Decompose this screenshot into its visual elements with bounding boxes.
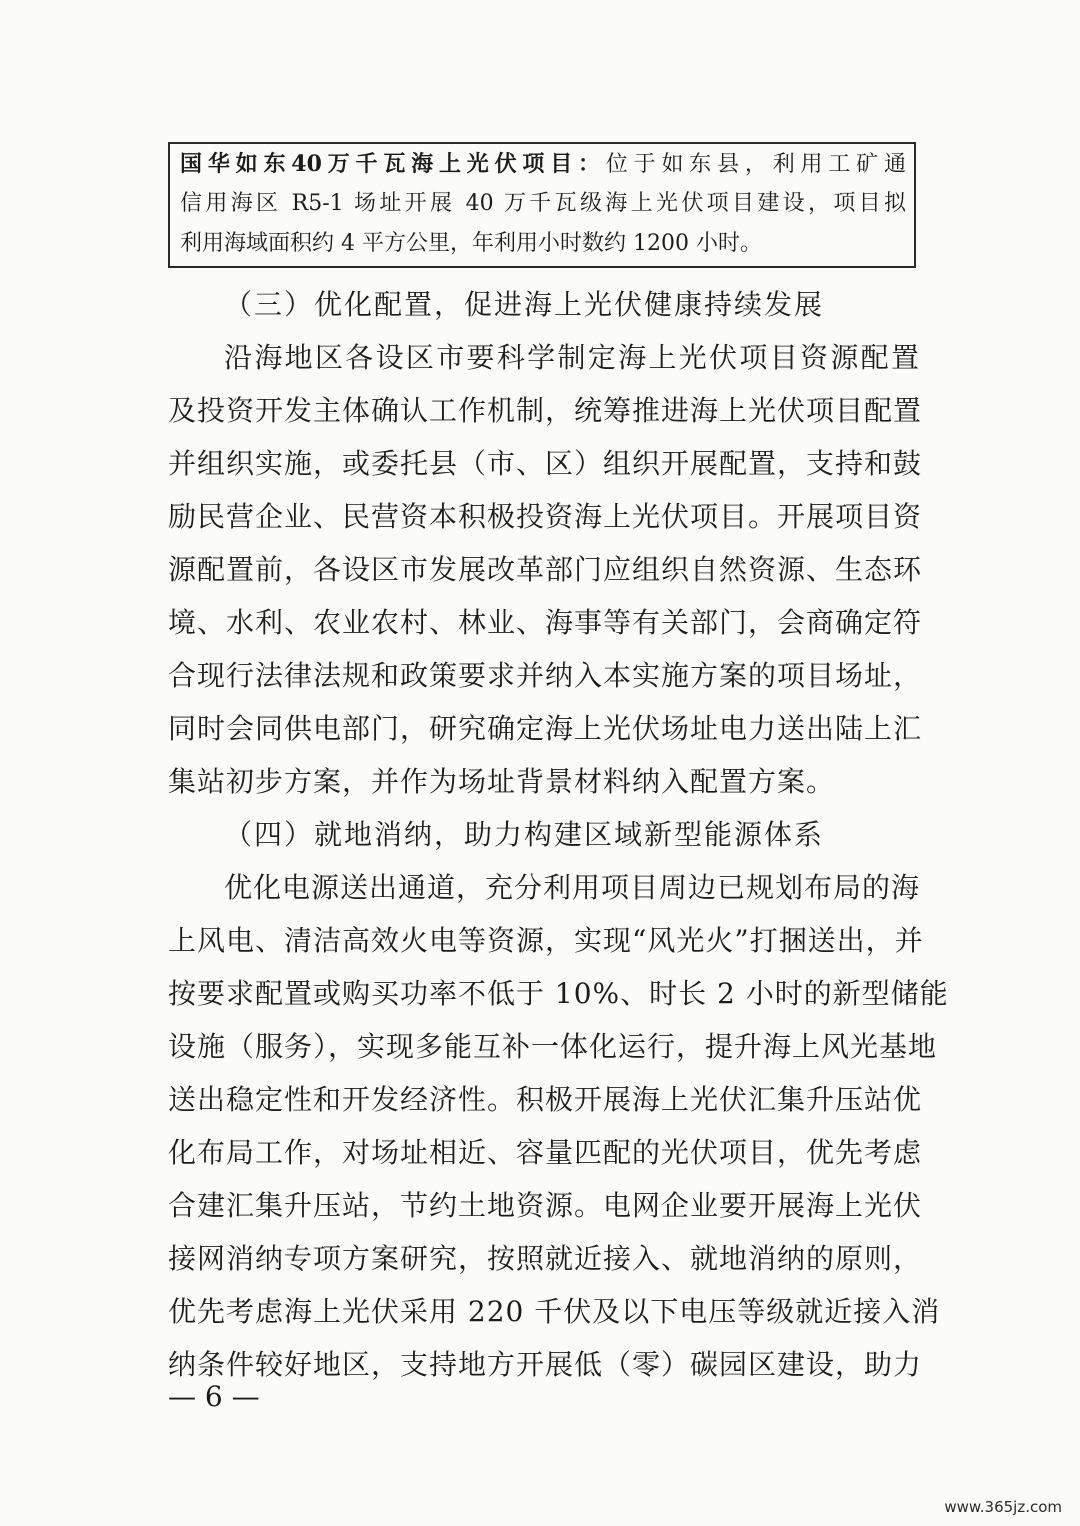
section-3-line: 源配置前，各设区市发展改革部门应组织自然资源、生态环 bbox=[168, 553, 923, 586]
section-4-line: 合建汇集升压站，节约土地资源。电网企业要开展海上光伏 bbox=[168, 1189, 923, 1222]
section-4-line: 按要求配置或购买功率不低于 10%、时长 2 小时的新型储能 bbox=[168, 977, 949, 1010]
section-3-line: 合现行法律法规和政策要求并纳入本实施方案的项目场址， bbox=[168, 659, 923, 692]
project-box-line-2: 信用海区 R5-1 场址开展 40 万千瓦级海上光伏项目建设，项目拟 bbox=[180, 191, 906, 216]
section-4-line: 接网消纳专项方案研究，按照就近接入、就地消纳的原则， bbox=[168, 1242, 923, 1275]
section-3-line: 沿海地区各设区市要科学制定海上光伏项目资源配置 bbox=[224, 341, 920, 374]
page-number: — 6 — bbox=[168, 1380, 260, 1413]
section-3-heading: （三）优化配置，促进海上光伏健康持续发展 bbox=[224, 288, 825, 321]
section-4-line: 上风电、清洁高效火电等资源，实现“风光火”打捆送出，并 bbox=[168, 924, 924, 957]
section-4-heading: （四）就地消纳，助力构建区域新型能源体系 bbox=[224, 818, 825, 851]
project-box-line-3: 利用海域面积约 4 平方公里，年利用小时数约 1200 小时。 bbox=[180, 231, 762, 256]
project-box-lead: 国华如东40万千瓦海上光伏项目： bbox=[180, 151, 606, 177]
section-4-line: 化布局工作，对场址相近、容量匹配的光伏项目，优先考虑 bbox=[168, 1136, 923, 1169]
project-box-line-1 bbox=[180, 150, 906, 179]
section-4-line: 纳条件较好地区，支持地方开展低（零）碳园区建设，助力 bbox=[168, 1348, 923, 1381]
section-3-line: 集站初步方案，并作为场址背景材料纳入配置方案。 bbox=[168, 765, 836, 798]
section-4-line: 设施（服务），实现多能互补一体化运行，提升海上风光基地 bbox=[168, 1030, 938, 1063]
section-4-line: 优化电源送出通道，充分利用项目周边已规划布局的海 bbox=[224, 871, 921, 904]
section-3-line: 并组织实施，或委托县（市、区）组织开展配置，支持和鼓 bbox=[168, 447, 923, 480]
section-4-line: 优先考虑海上光伏采用 220 千伏及以下电压等级就近接入消 bbox=[168, 1295, 941, 1328]
watermark: www.365jz.com bbox=[940, 1496, 1066, 1518]
project-box-line-1-rest: 位于如东县，利用工矿通 bbox=[605, 152, 906, 177]
project-info-box bbox=[168, 142, 916, 268]
section-3-line: 及投资开发主体确认工作机制，统筹推进海上光伏项目配置 bbox=[168, 394, 923, 427]
section-3-line: 境、水利、农业农村、林业、海事等有关部门，会商确定符 bbox=[168, 606, 923, 639]
section-3-line: 同时会同供电部门，研究确定海上光伏场址电力送出陆上汇 bbox=[168, 712, 923, 745]
section-3-line: 励民营企业、民营资本积极投资海上光伏项目。开展项目资 bbox=[168, 500, 923, 533]
section-4-line: 送出稳定性和开发经济性。积极开展海上光伏汇集升压站优 bbox=[168, 1083, 923, 1116]
